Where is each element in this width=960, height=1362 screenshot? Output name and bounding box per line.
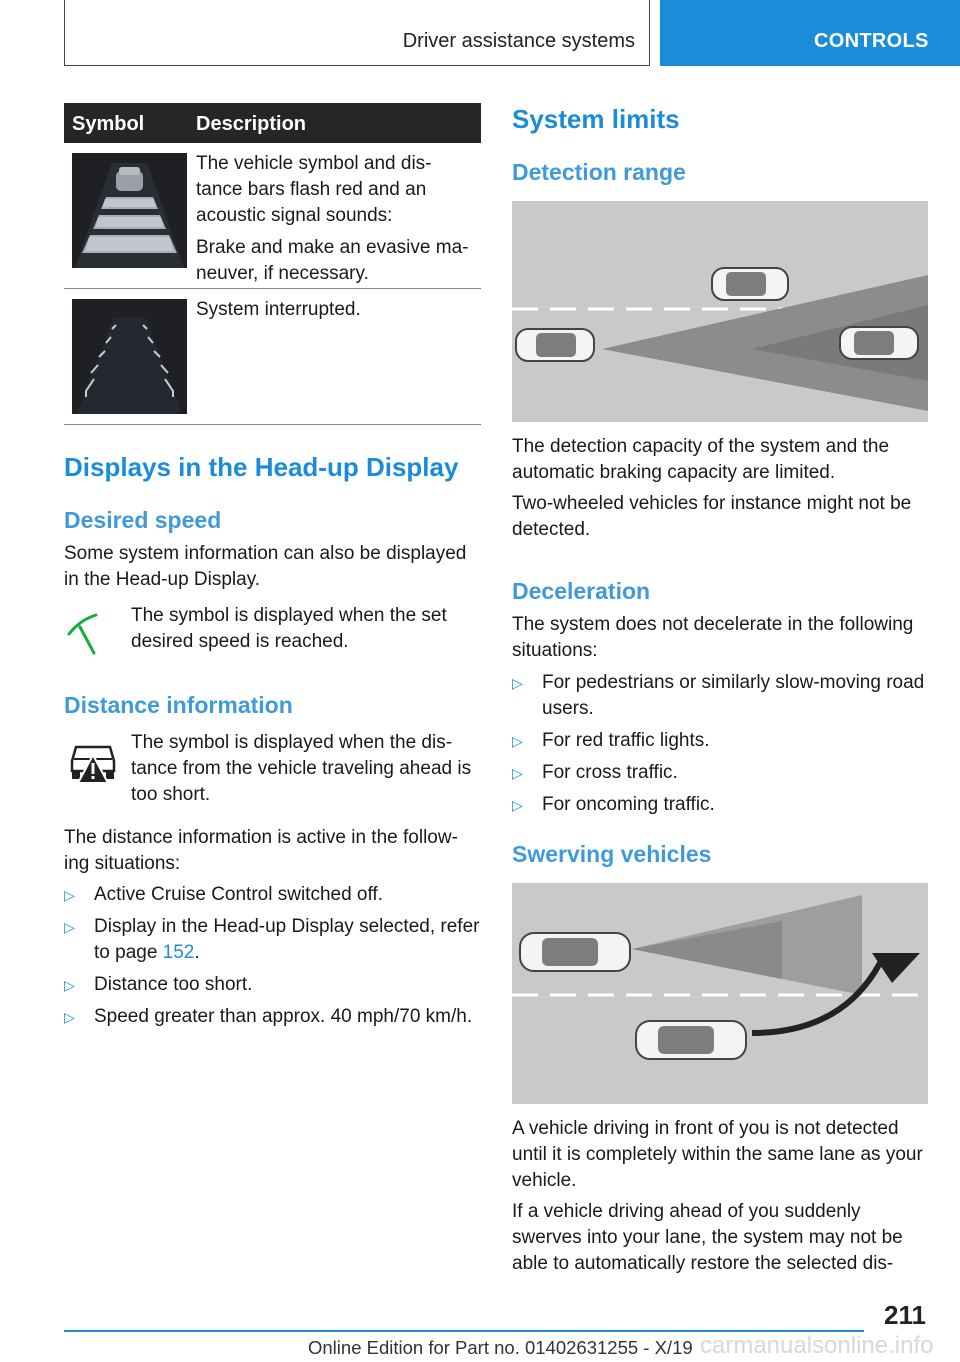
system-limits-title: System limits [512, 104, 680, 134]
row-description-line: The vehicle symbol and dis-tance bars flash red and an acoustic signal sounds: [196, 153, 432, 226]
header-section-box [64, 0, 650, 66]
row-description-line: System interrupted. [196, 299, 361, 320]
page-number: 211 [884, 1300, 926, 1330]
list-item: ▷ Speed greater than approx. 40 mph/70 km/h. [64, 1004, 482, 1030]
distance-info-text: The symbol is displayed when the dis-tance from the vehicle traveling ahead is too short. [131, 732, 472, 805]
distance-warning-icon [68, 739, 118, 790]
symbol-table [64, 103, 481, 425]
collision-warning-display-icon [72, 153, 187, 268]
footer-edition: Online Edition for Part no. 01402631255 - X/19 [308, 1337, 693, 1358]
distance-info-heading: Distance information [64, 692, 293, 718]
distance-info-list [64, 882, 482, 1036]
header-chapter-title: CONTROLS [814, 30, 929, 52]
deceleration-list [512, 670, 930, 824]
desired-speed-text: The symbol is displayed when the set desired speed is reached. [131, 605, 447, 652]
detection-p2: Two-wheeled vehicles for instance might not be detected. [512, 493, 912, 540]
deceleration-heading: Deceleration [512, 578, 651, 604]
desired-speed-heading: Desired speed [64, 507, 222, 533]
detection-range-heading: Detection range [512, 159, 686, 185]
col-symbol: Symbol [72, 113, 145, 135]
list-item: ▷ For cross traffic. [512, 760, 930, 786]
swerving-p1: A vehicle driving in front of you is not detected until it is completely within the same lane as your vehicle. [512, 1118, 923, 1191]
bullet-triangle-icon: ▷ [512, 765, 523, 781]
header-chapter-tab[interactable] [660, 0, 960, 66]
list-item: ▷ For oncoming traffic. [512, 792, 930, 818]
bullet-triangle-icon: ▷ [64, 977, 75, 993]
car-icon [516, 329, 594, 361]
system-interrupted-display-icon [72, 299, 187, 414]
bullet-triangle-icon: ▷ [64, 1009, 75, 1025]
list-item: ▷ Distance too short. [64, 972, 482, 998]
table-row [64, 143, 481, 289]
deceleration-intro: The system does not decelerate in the following situations: [512, 614, 914, 661]
swerving-heading: Swerving vehicles [512, 841, 712, 867]
bullet-triangle-icon: ▷ [64, 887, 75, 903]
car-icon [636, 1021, 746, 1059]
swerving-p2: If a vehicle driving ahead of you suddenly swerves into your lane, the system may not be able to automatically restore the selected dis- [512, 1201, 903, 1274]
list-item: ▷ Display in the Head-up Display selected, refer to page 152. [64, 916, 480, 963]
car-icon [520, 933, 630, 971]
desired-speed-icon [66, 612, 110, 663]
header-section-title: Driver assistance systems [402, 30, 635, 52]
table-header [64, 103, 481, 143]
list-item: ▷ For pedestrians or similarly slow-moving road users. [512, 672, 925, 719]
swerving-vehicles-illustration [512, 883, 928, 1104]
row-description-line: Brake and make an evasive ma-neuver, if necessary. [196, 237, 469, 284]
hud-section-title: Displays in the Head-up Display [64, 452, 459, 482]
desired-speed-intro: Some system information can also be displayed in the Head-up Display. [64, 543, 467, 590]
car-icon [712, 268, 788, 300]
table-row [64, 289, 481, 425]
car-icon [840, 327, 918, 359]
watermark: carmanualsonline.info [700, 1332, 934, 1359]
bullet-triangle-icon: ▷ [512, 675, 523, 691]
bullet-triangle-icon: ▷ [512, 733, 523, 749]
page-link[interactable]: 152 [162, 942, 195, 963]
bullet-triangle-icon: ▷ [64, 919, 75, 935]
detection-range-illustration [512, 201, 928, 422]
detection-p1: The detection capacity of the system and the automatic braking capacity are limited. [512, 436, 890, 483]
list-item: ▷ For red traffic lights. [512, 728, 930, 754]
list-item: ▷ Active Cruise Control switched off. [64, 882, 482, 908]
bullet-triangle-icon: ▷ [512, 797, 523, 813]
col-description: Description [196, 113, 307, 135]
distance-info-intro: The distance information is active in the follow-ing situations: [64, 827, 458, 874]
